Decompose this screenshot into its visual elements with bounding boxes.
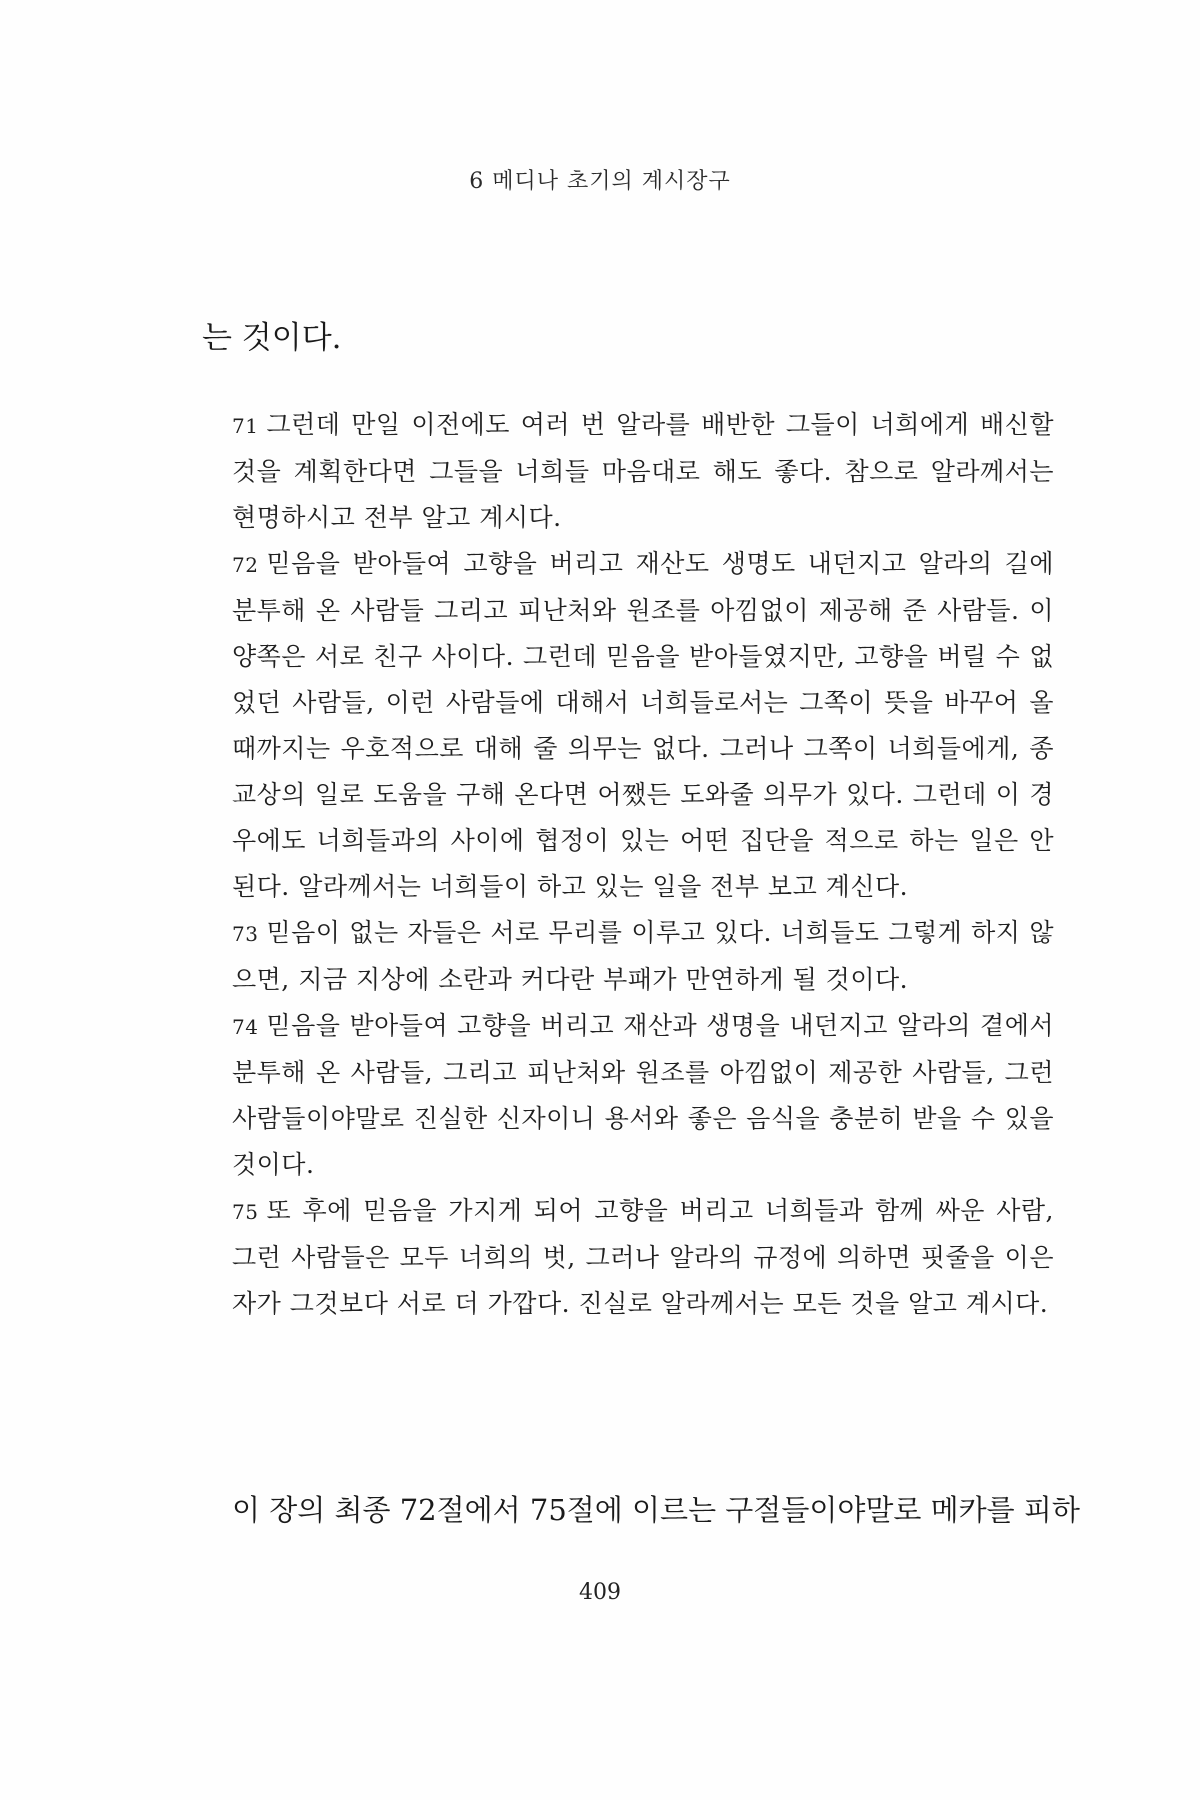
- verse-72: [232, 541, 1054, 910]
- verse-number: 74: [232, 1015, 259, 1039]
- verse-75: [232, 1188, 1054, 1327]
- verse-number: 73: [232, 922, 259, 946]
- verse-number: 71: [232, 414, 259, 438]
- closing-text: 이 장의 최종 72절에서 75절에 이르는 구절들이야말로 메카를 피하: [232, 1493, 1080, 1527]
- continuation-text: 는 것이다.: [202, 320, 342, 356]
- page-number: 409: [579, 1580, 621, 1605]
- verse-73: [232, 910, 1054, 1003]
- verse-71: [232, 402, 1054, 541]
- verse-list: [232, 402, 1054, 1327]
- verse-number: 72: [232, 553, 259, 577]
- verse-text: 믿음을 받아들여 고향을 버리고 재산도 생명도 내던지고 알라의 길에 분투해 온 사람들 그리고 피난처와 원조를 아낌없이 제공해 준 사람들. 이 양쪽은 서로 친구 사이다. 그런데 믿음을 받아들였지만, 고향을 버릴 수 없었던 사람들, 이런 사람들에 대해서 너희들로서는 그쪽이 뜻을 바꾸어 올 때까지는 우호적으로 대해 줄 의무는 없다. 그러나 그쪽이 너희들에게, 종교상의 일로 도움을 구해 온다면 어쨌든 도와줄 의무가 있다. 그런데 이 경우에도 너희들과의 사이에 협정이 있는 어떤 집단을 적으로 하는 일은 안된다. 알라께서는 너희들이 하고 있는 일을 전부 보고 계신다.: [232, 549, 1054, 901]
- verse-text: 믿음을 받아들여 고향을 버리고 재산과 생명을 내던지고 알라의 곁에서 분투해 온 사람들, 그리고 피난처와 원조를 아낌없이 제공한 사람들, 그런 사람들이야말로 진실한 신자이니 용서와 좋은 음식을 충분히 받을 수 있을 것이다.: [232, 1011, 1054, 1179]
- verse-text: 그런데 만일 이전에도 여러 번 알라를 배반한 그들이 너희에게 배신할 것을 계획한다면 그들을 너희들 마음대로 해도 좋다. 참으로 알라께서는 현명하시고 전부 알고 계시다.: [232, 410, 1054, 532]
- verse-number: 75: [232, 1200, 259, 1224]
- verse-text: 또 후에 믿음을 가지게 되어 고향을 버리고 너희들과 함께 싸운 사람, 그런 사람들은 모두 너희의 벗, 그러나 알라의 규정에 의하면 핏줄을 이은 자가 그것보다 서로 더 가깝다. 진실로 알라께서는 모든 것을 알고 계시다.: [232, 1196, 1054, 1318]
- verse-text: 믿음이 없는 자들은 서로 무리를 이루고 있다. 너희들도 그렇게 하지 않으면, 지금 지상에 소란과 커다란 부패가 만연하게 될 것이다.: [232, 918, 1054, 994]
- running-header: 6 메디나 초기의 계시장구: [469, 169, 731, 194]
- verse-74: [232, 1003, 1054, 1188]
